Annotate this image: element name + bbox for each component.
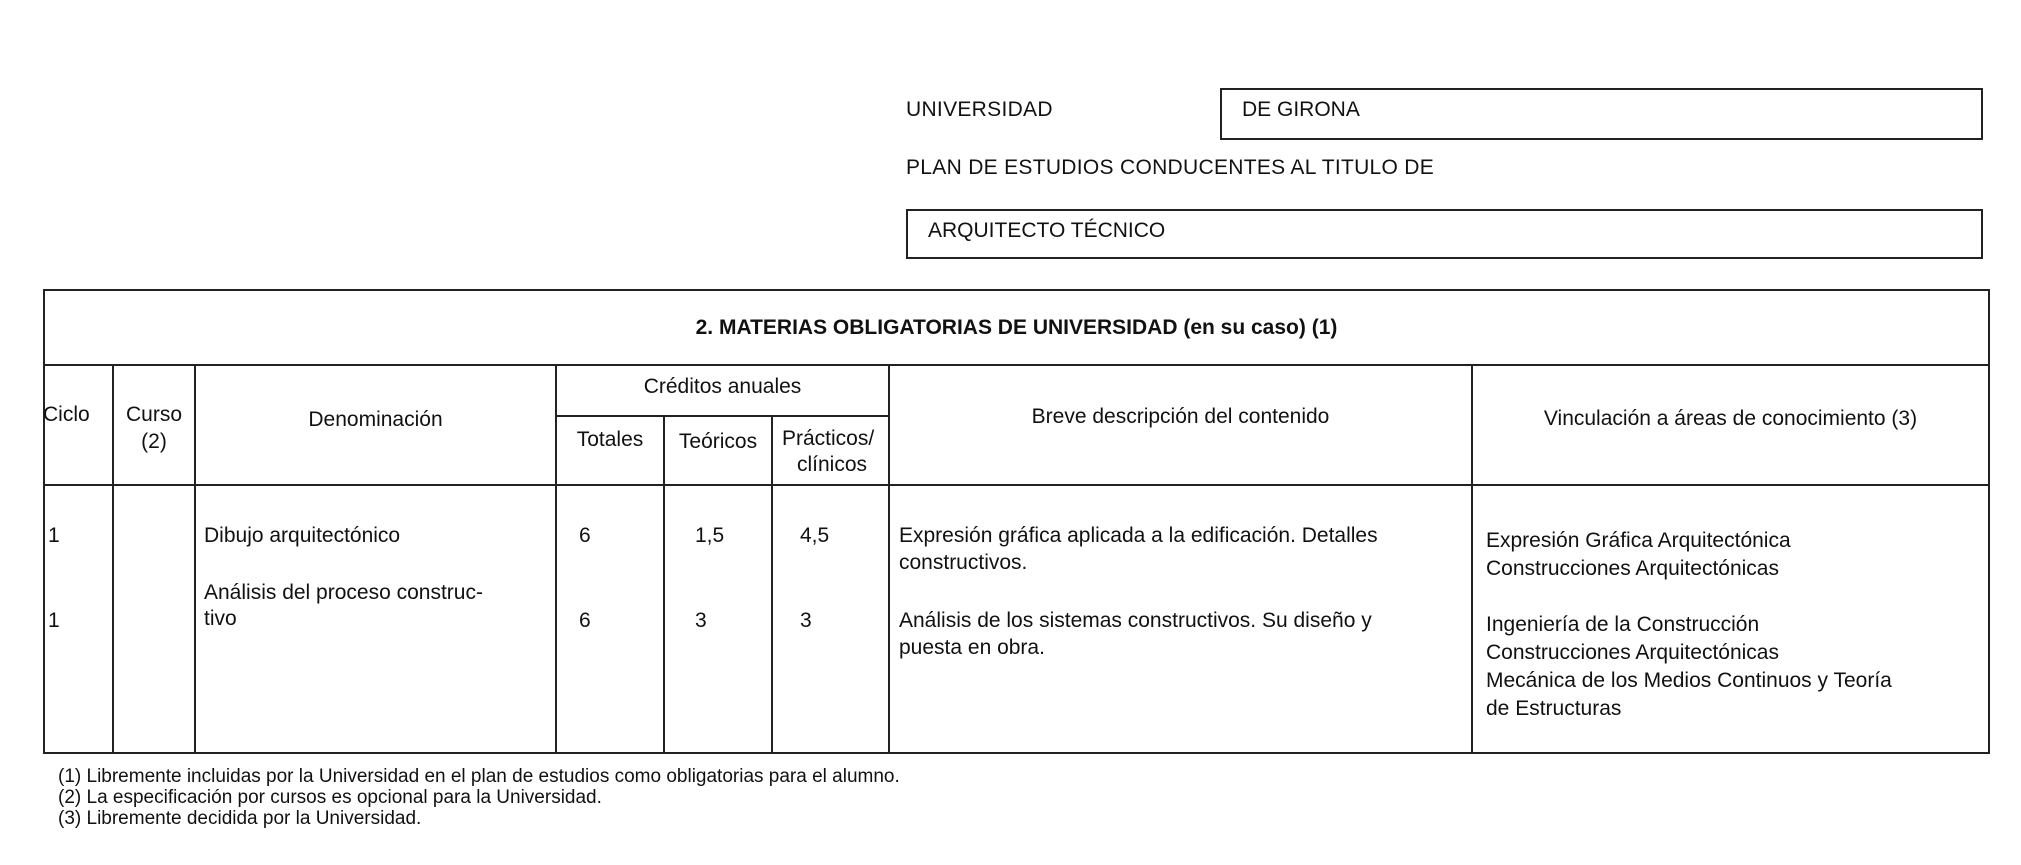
row2-descripcion-2: puesta en obra. [899,636,1045,659]
row1-totales: 6 [579,524,591,547]
row1-teoricos: 1,5 [695,524,725,547]
col-curso: Curso [125,403,183,426]
col-vinculacion: Vinculación a áreas de conocimiento (3) [1543,407,1918,430]
row2-area-1: Ingeniería de la Construcción [1486,613,1760,636]
titulo-field [906,209,1983,259]
row2-descripcion-1: Análisis de los sistemas constructivos. Su diseño y [899,609,1372,632]
universidad-label: UNIVERSIDAD [906,98,1053,121]
row2-denominacion-2: tivo [204,607,237,630]
row2-ciclo: 1 [48,609,60,632]
col-practicos: Prácticos/ [782,427,875,450]
col-curso-note: (2) [141,430,167,453]
row2-teoricos: 3 [695,609,707,632]
footnote-1: (1) Libremente incluidas por la Universidad en el plan de estudios como obligatorias para el alumno. [58,766,900,787]
row1-descripcion-1: Expresión gráfica aplicada a la edificación. Detalles [899,524,1378,547]
table-title: 2. MATERIAS OBLIGATORIAS DE UNIVERSIDAD (en su caso) (1) [695,316,1338,339]
row1-area-1: Expresión Gráfica Arquitectónica [1486,529,1791,552]
col-descripcion: Breve descripción del contenido [1031,405,1330,428]
row1-descripcion-2: constructivos. [899,551,1028,574]
materias-table [43,289,1990,754]
footnote-3: (3) Libremente decidida por la Universidad. [58,808,422,829]
col-totales: Totales [576,428,644,451]
footnote-2: (2) La especificación por cursos es opcional para la Universidad. [58,787,602,808]
col-ciclo: Ciclo [43,403,90,426]
col-denominacion: Denominación [308,408,443,431]
row1-practicos: 4,5 [800,524,830,547]
col-clinicos: clínicos [797,453,868,476]
universidad-value: DE GIRONA [1242,98,1360,121]
col-teoricos: Teóricos [678,430,758,453]
universidad-field [1220,88,1983,140]
titulo-value: ARQUITECTO TÉCNICO [928,219,1166,242]
row2-area-3: Mecánica de los Medios Continuos y Teoría [1486,669,1892,692]
col-creditos: Créditos anuales [643,375,802,398]
row2-area-2: Construcciones Arquitectónicas [1486,641,1779,664]
plan-label: PLAN DE ESTUDIOS CONDUCENTES AL TITULO DE [906,156,1435,179]
row1-ciclo: 1 [48,524,60,547]
row2-totales: 6 [579,609,591,632]
row2-practicos: 3 [800,609,812,632]
row1-denominacion: Dibujo arquitectónico [204,524,401,547]
row2-denominacion-1: Análisis del proceso construc- [204,581,483,604]
row1-area-2: Construcciones Arquitectónicas [1486,557,1779,580]
row2-area-4: de Estructuras [1486,697,1622,720]
